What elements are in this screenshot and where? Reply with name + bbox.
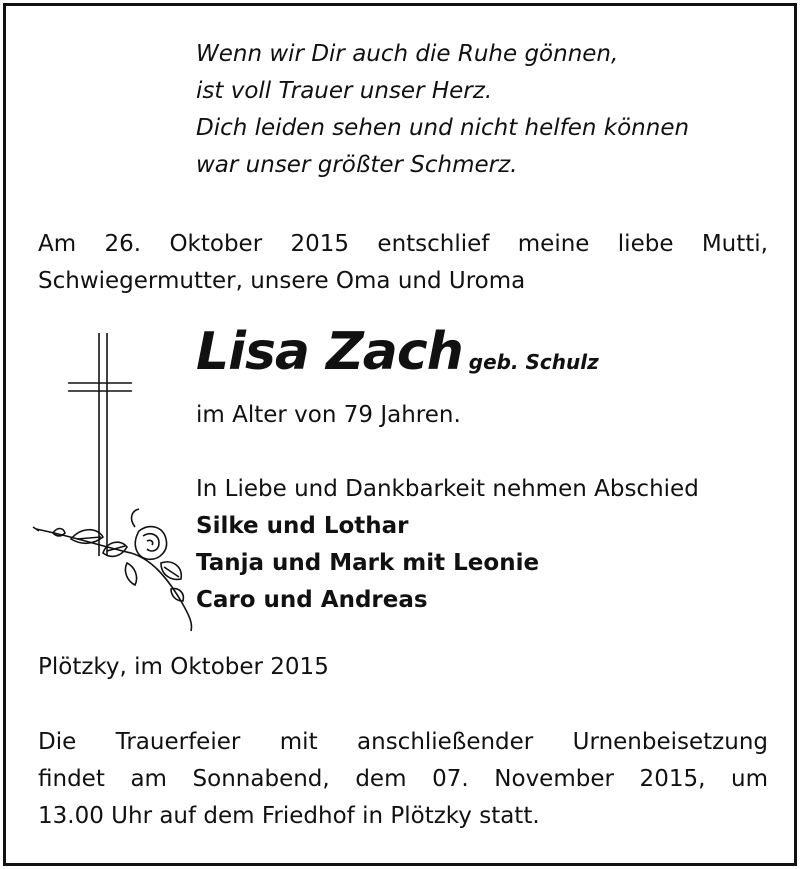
place-date: Plötzky, im Oktober 2015 — [38, 654, 329, 680]
poem — [196, 36, 689, 184]
deceased-name: Lisa Zach — [196, 322, 463, 382]
mourner-name: Caro und Andreas — [196, 587, 428, 613]
age-text: im Alter von 79 Jahren. — [196, 402, 461, 428]
death-announcement — [38, 226, 768, 300]
mourners-intro: In Liebe und Dankbarkeit nehmen Abschied — [196, 476, 699, 502]
maiden-name: geb. Schulz — [468, 350, 599, 374]
announcement-line: Schwiegermutter, unsere Oma und Uroma — [38, 268, 526, 294]
cross-with-rose-icon — [31, 331, 196, 636]
mourner-name: Silke und Lothar — [196, 513, 409, 539]
mourners-block — [196, 471, 699, 619]
poem-line: war unser größter Schmerz. — [196, 152, 518, 178]
announcement-line: Am 26. Oktober 2015 entschlief meine liebe Mutti, — [38, 231, 768, 257]
funeral-line: Die Trauerfeier mit anschließender Urnenbeisetzung — [38, 729, 768, 755]
funeral-info — [38, 724, 768, 835]
deceased-name-row — [196, 322, 599, 382]
poem-line: Dich leiden sehen und nicht helfen können — [196, 115, 690, 141]
poem-line: Wenn wir Dir auch die Ruhe gönnen, — [196, 41, 619, 67]
poem-line: ist voll Trauer unser Herz. — [196, 78, 493, 104]
funeral-line: 13.00 Uhr auf dem Friedhof in Plötzky statt. — [38, 803, 540, 829]
mourner-name: Tanja und Mark mit Leonie — [196, 550, 540, 576]
obituary-notice — [3, 3, 797, 866]
funeral-line: findet am Sonnabend, dem 07. November 2015, um — [38, 766, 768, 792]
